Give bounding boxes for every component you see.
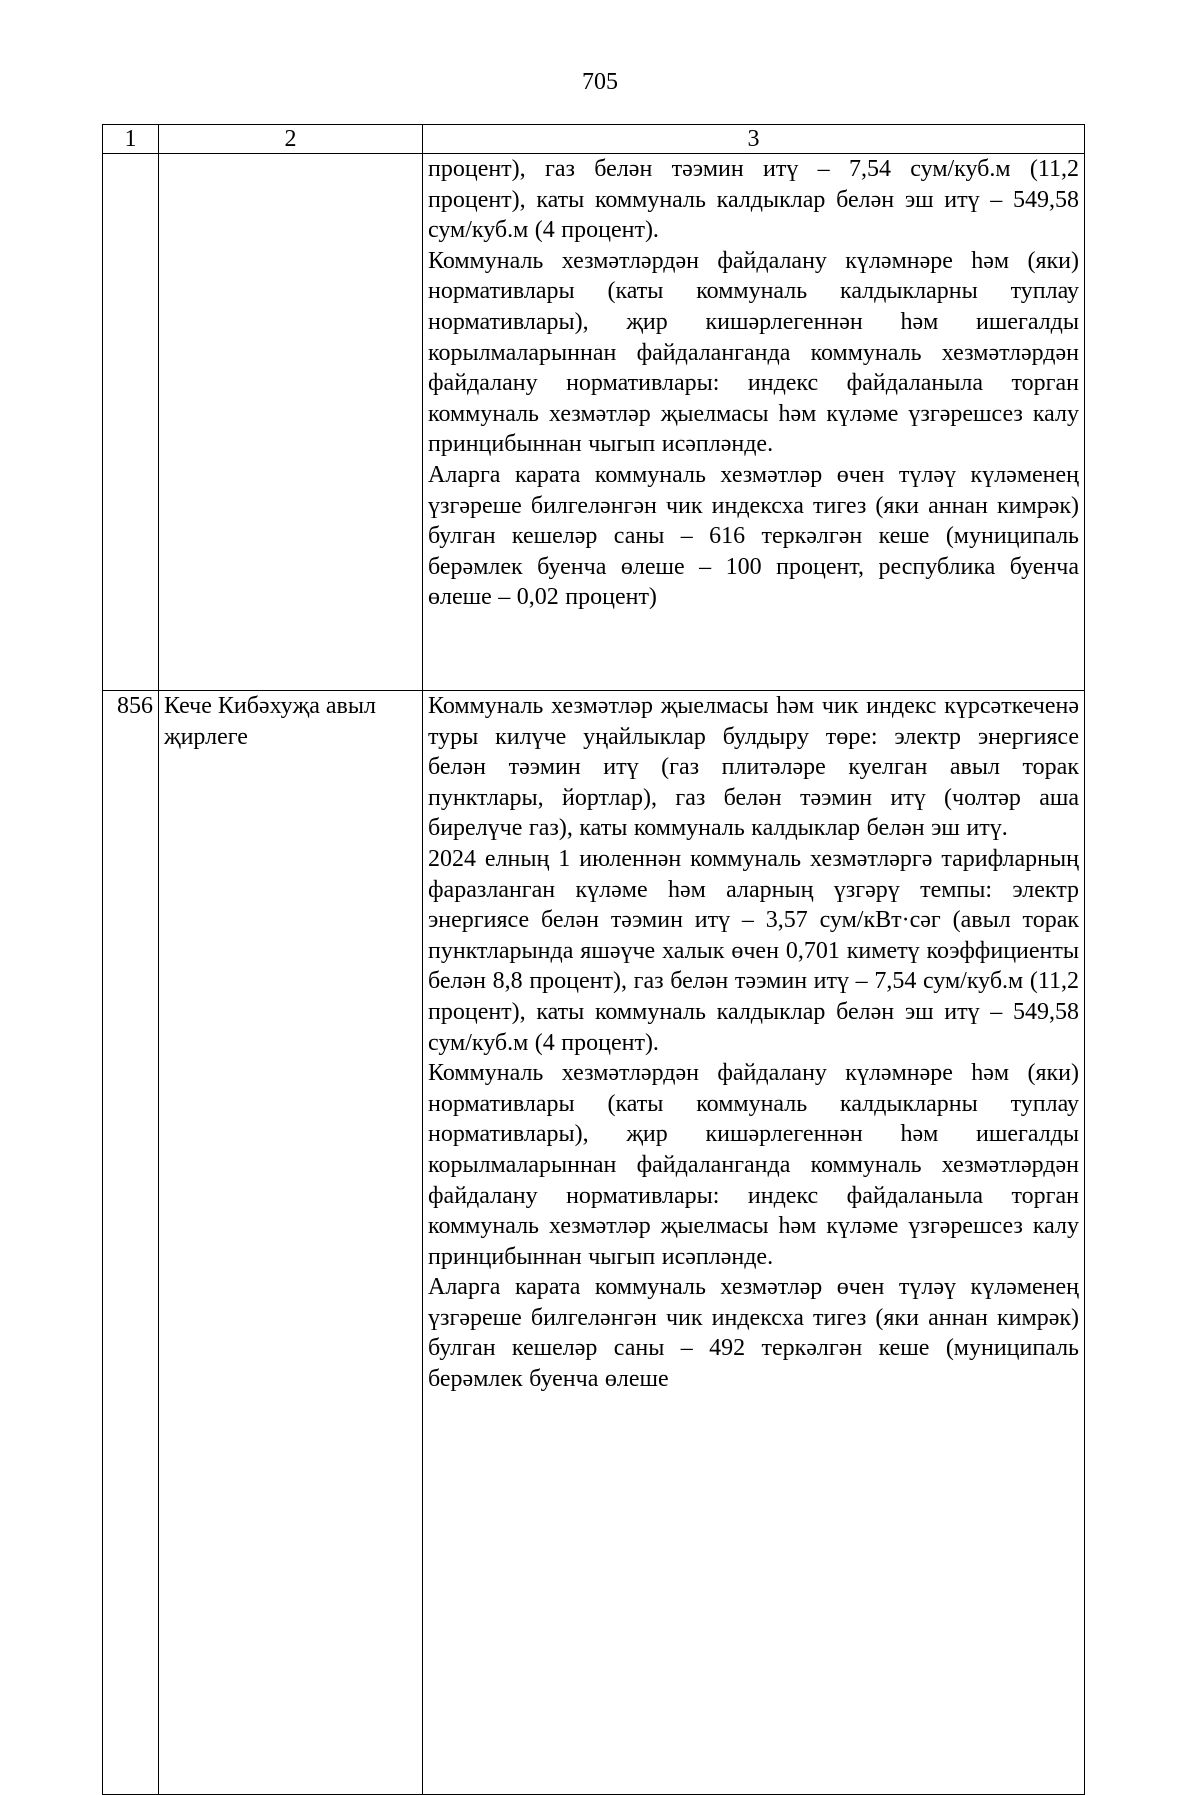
data-table: [102, 124, 1085, 1795]
column-header-1: 1: [103, 125, 159, 154]
row-name-cell: Кече Кибәхуҗа авыл җирлеге: [159, 691, 423, 1795]
row-number-cell: [103, 154, 159, 691]
paragraph: Аларга карата коммуналь хезмәтләр өчен түләү күләменең үзгәреше билгеләнгән чик индексха тигез (яки аннан кимрәк) булган кешеләр саны – 616 теркәлгән кеше (муниципаль берәмлек буенча өлеше – 100 процент, республика буенча өлеше – 0,02 процент): [428, 461, 1079, 611]
column-header-3: 3: [423, 125, 1085, 154]
table-row-continuation: [103, 154, 1085, 691]
paragraph: Коммуналь хезмәтләр җыелмасы һәм чик индекс күрсәткеченә туры килүче уңайлыклар булдыру төре: электр энергиясе белән тәэмин итү (газ плитәләре куелган авыл торак пунктлары, йортлар), газ белән тәэмин итү (чолтәр аша бирелүче газ), каты коммуналь калдыклар белән эш итү.: [428, 693, 1079, 842]
column-header-2: 2: [159, 125, 423, 154]
paragraph: Коммуналь хезмәтләрдән файдалану күләмнәре һәм (яки) нормативлары (каты коммуналь калдыкларны туплау нормативлары), җир кишәрлегеннән һәм ишегалды корылмаларыннан файдаланганда коммуналь хезмәтләрдән файдалану нормативлары: индекс файдаланыла торган коммуналь хезмәтләр җыелмасы һәм күләме үзгәрешсез калу принцибыннан чыгып исәпләнде.: [428, 247, 1079, 458]
row-content-cell: [423, 691, 1085, 1795]
table-row-856: [103, 691, 1085, 1795]
paragraph: процент), газ белән тәэмин итү – 7,54 сум/куб.м (11,2 процент), каты коммуналь калдыклар белән эш итү – 549,58 сум/куб.м (4 процент).: [428, 156, 1079, 244]
row-content-cell: [423, 154, 1085, 691]
row-name-cell: [159, 154, 423, 691]
paragraph: Коммуналь хезмәтләрдән файдалану күләмнәре һәм (яки) нормативлары (каты коммуналь калдыкларны туплау нормативлары), җир кишәрлегеннән һәм ишегалды корылмаларыннан файдаланганда коммуналь хезмәтләрдән файдалану нормативлары: индекс файдаланыла торган коммуналь хезмәтләр җыелмасы һәм күләме үзгәрешсез калу принцибыннан чыгып исәпләнде.: [428, 1060, 1079, 1270]
paragraph: 2024 елның 1 июленнән коммуналь хезмәтләргә тарифларның фаразланган күләме һәм аларның үзгәрү темпы: электр энергиясе белән тәэмин итү – 3,57 сум/кВт·сәг (авыл торак пунктларында яшәүче халык өчен 0,701 киметү коэффициенты белән 8,8 процент), газ белән тәэмин итү – 7,54 сум/куб.м (11,2 процент), каты коммуналь калдыклар белән эш итү – 549,58 сум/куб.м (4 процент).: [428, 845, 1079, 1056]
paragraph: Аларга карата коммуналь хезмәтләр өчен түләү күләменең үзгәреше билгеләнгән чик индексха тигез (яки аннан кимрәк) булган кешеләр саны – 492 теркәлгән кеше (муниципаль берәмлек буенча өлеше: [428, 1274, 1079, 1393]
row-number-cell: 856: [103, 691, 159, 1795]
page-number: 705: [582, 69, 618, 95]
table-header-row: [103, 125, 1085, 154]
